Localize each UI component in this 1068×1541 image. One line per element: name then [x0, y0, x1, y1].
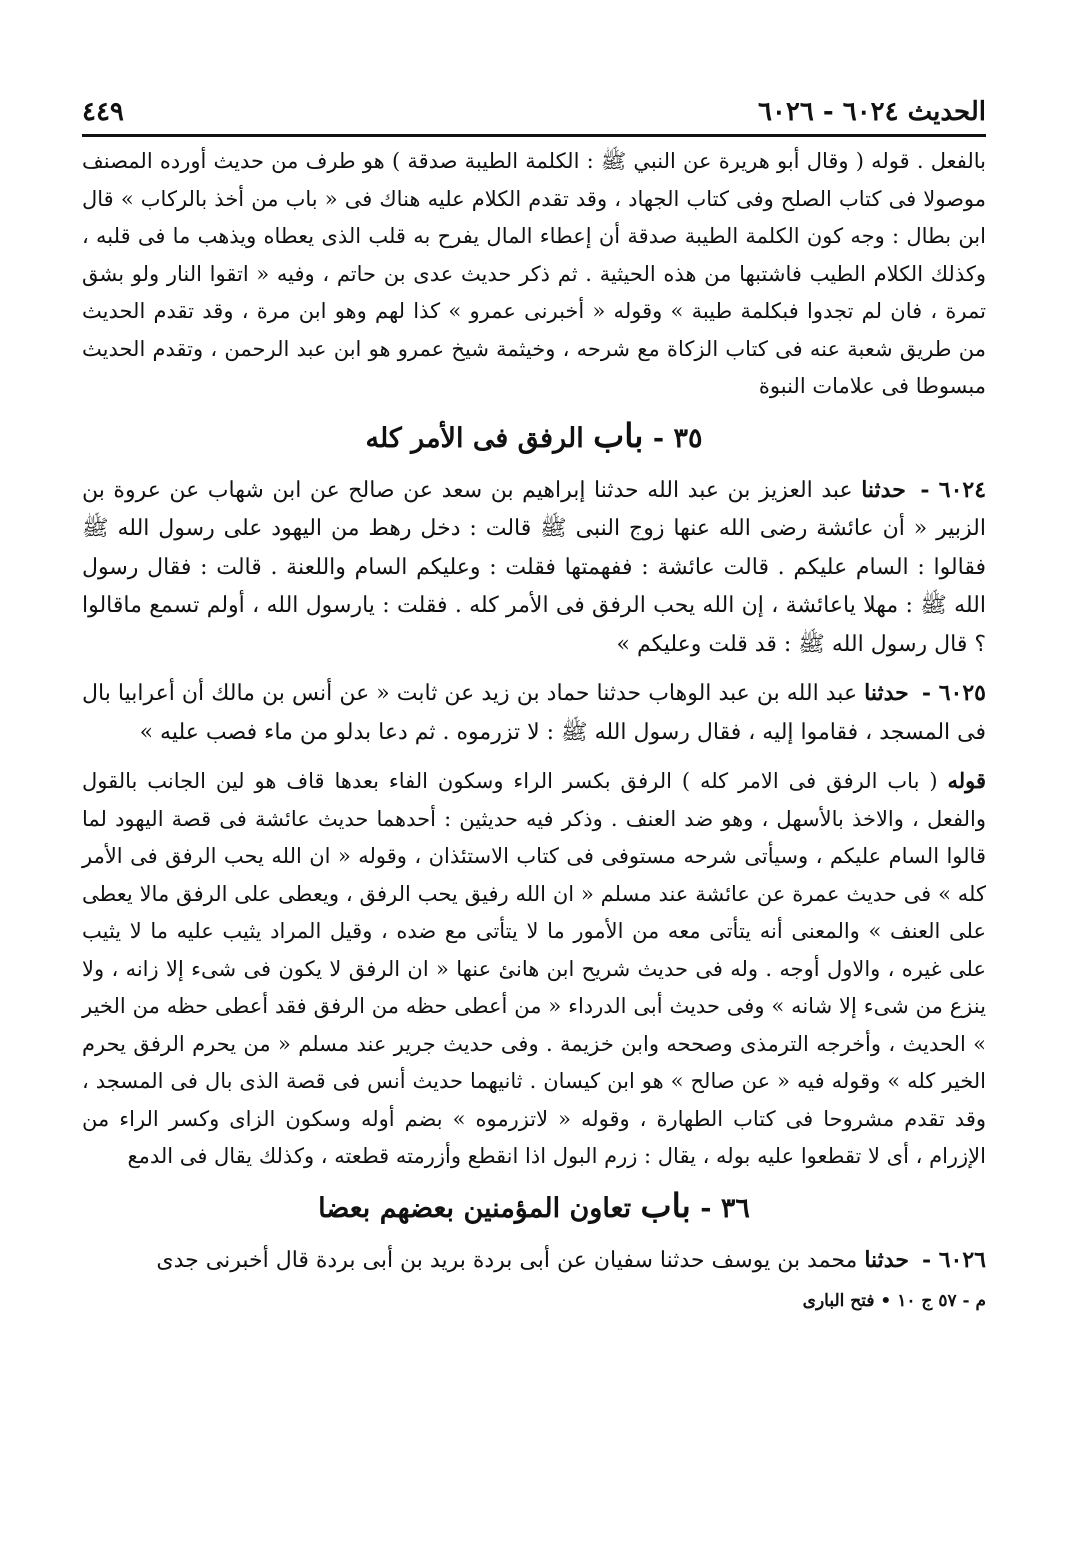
commentary-paragraph-1: بالفعل . قوله ( وقال أبو هريرة عن النبي ﷺ : الكلمة الطيبة صدقة ) هو طرف من حديث أورده المصنف موصولا فى كتاب الصلح وفى كتاب الجهاد ، وقد تقدم الكلام عليه هناك فى « باب من أخذ بالركاب » قال ابن بطال : وجه كون الكلمة الطيبة صدقة أن إعطاء المال يفرح به قلب الذى يعطاه ويذهب ما فى قلبه ، وكذلك الكلام الطيب فاشتبها من هذه الحيثية . ثم ذكر حديث عدى بن حاتم ، وفيه « اتقوا النار ولو بشق تمرة ، فان لم تجدوا فبكلمة طيبة » وقوله « أخبرنى عمرو » كذا لهم وهو ابن مرة ، وقد تقدم الحديث من طريق شعبة عنه فى كتاب الزكاة مع شرحه ، وخيثمة شيخ عمرو هو ابن عبد الرحمن ، وتقدم الحديث مبسوطا فى علامات النبوة: [82, 149, 986, 398]
haddathana-keyword: حدثنا: [864, 1246, 909, 1273]
haddathana-keyword: حدثنا: [861, 476, 906, 503]
running-title: الحديث ٦٠٢٤ - ٦٠٢٦: [757, 97, 986, 127]
chapter-number: ٣٥ -: [652, 422, 703, 454]
hadith-text: عبد الله بن عبد الوهاب حدثنا حماد بن زيد عن ثابت « عن أنس بن مالك أن أعرابيا بال فى المسجد ، فقاموا إليه ، فقال رسول الله ﷺ : لا تزرموه . ثم دعا بدلو من ماء فصب عليه »: [82, 681, 986, 745]
page-number: ٤٤٩: [82, 97, 124, 127]
qawluhu-keyword: قوله: [947, 768, 986, 793]
hadith-number: ٦٠٢٤ -: [920, 476, 987, 503]
chapter-heading-35: [82, 414, 986, 461]
commentary-paragraph-2: [82, 762, 986, 1176]
page-header: [82, 92, 986, 132]
hadith-text: محمد بن يوسف حدثنا سفيان عن أبى بردة بريد بن أبى بردة قال أخبرنى جدى: [156, 1247, 858, 1273]
chapter-heading-36: [82, 1184, 986, 1231]
chapter-title: الرفق فى الأمر كله: [365, 422, 584, 454]
commentary-text: ( باب الرفق فى الامر كله ) الرفق بكسر الراء وسكون الفاء بعدها قاف هو لين الجانب بالقول والفعل ، والاخذ بالأسهل ، وهو ضد العنف . وذكر فيه حديثين : أحدهما حديث عائشة فى قصة اليهود لما قالوا السام عليكم ، وسيأتى شرحه مستوفى فى كتاب الاستئذان ، وقوله « ان الله يحب الرفق فى الأمر كله » فى حديث عمرة عن عائشة عند مسلم « ان الله رفيق يحب الرفق ، ويعطى على الرفق مالا يعطى على العنف » والمعنى أنه يتأتى معه من الأمور ما لا يتأتى مع ضده ، وقيل المراد يثيب عليه ما لا يثيب على غيره ، والاول أوجه . وله فى حديث شريح ابن هانئ عنها « ان الرفق لا يكون فى شىء إلا زانه ، ولا ينزع من شىء إلا شانه » وفى حديث أبى الدرداء « من أعطى حظه من الرفق فقد أعطى حظه من الخير » الحديث ، وأخرجه الترمذى وصححه وابن خزيمة . وفى حديث جرير عند مسلم « من يحرم الرفق يحرم الخير كله » وقوله فيه « عن صالح » هو ابن كيسان . ثانيهما حديث أنس فى قصة الذى بال فى المسجد ، وقد تقدم مشروحا فى كتاب الطهارة ، وقوله « لاتزرموه » بضم أوله وسكون الزاى وكسر الراء من الإزرام ، أى لا تقطعوا عليه بوله ، يقال : زرم البول اذا انقطع وأزرمته قطعته ، وكذلك يقال فى الدمع: [82, 769, 986, 1168]
chapter-bab-word: باب: [593, 415, 644, 455]
hadith-6024: [82, 471, 986, 665]
hadith-number: ٦٠٢٦ -: [921, 1246, 986, 1273]
hadith-6025: [82, 674, 986, 752]
hadith-number: ٦٠٢٥ -: [921, 680, 986, 706]
signature-line: م - ٥٧ ج ١٠ • فتح البارى: [802, 1291, 986, 1311]
document-page: [82, 92, 986, 1316]
header-rule: [82, 134, 986, 137]
chapter-number: ٣٦ -: [700, 1192, 750, 1224]
chapter-title: تعاون المؤمنين بعضهم بعضا: [318, 1192, 632, 1224]
haddathana-keyword: حدثنا: [864, 680, 909, 706]
hadith-6026: [82, 1241, 986, 1281]
hadith-text: عبد العزيز بن عبد الله حدثنا إبراهيم بن سعد عن صالح عن ابن شهاب عن عروة بن الزبير « أن عائشة رضى الله عنها زوج النبى ﷺ قالت : دخل رهط من اليهود على رسول الله ﷺ فقالوا : السام عليكم . قالت عائشة : ففهمتها فقلت : وعليكم السام واللعنة . قالت : فقال رسول الله ﷺ : مهلا ياعائشة ، إن الله يحب الرفق فى الأمر كله . فقلت : يارسول الله ، أولم تسمع ماقالوا ؟ قال رسول الله ﷺ : قد قلت وعليكم »: [82, 477, 986, 657]
chapter-bab-word: باب: [640, 1185, 691, 1225]
